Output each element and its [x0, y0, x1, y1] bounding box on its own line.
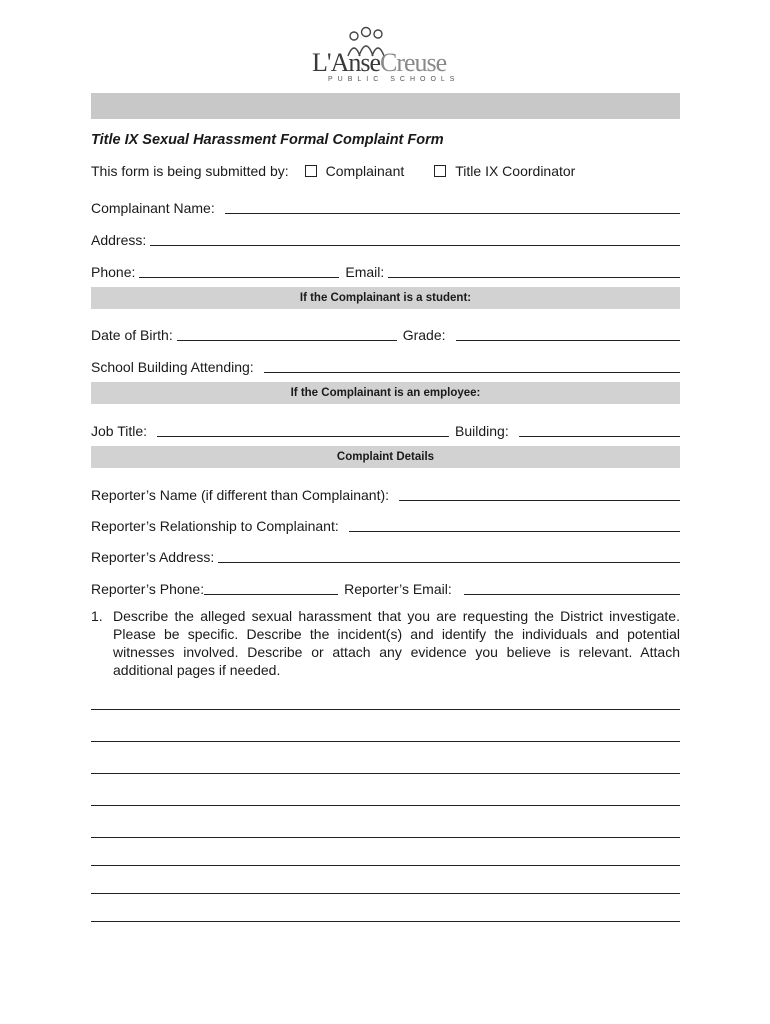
logo-subtitle: PUBLIC SCHOOLS: [328, 76, 460, 83]
answer-line[interactable]: [91, 805, 680, 806]
complainant-option[interactable]: [305, 163, 405, 179]
coordinator-option-label: Title IX Coordinator: [455, 163, 576, 179]
reporter-phone-email-row: [91, 575, 680, 597]
reporter-name-label: Reporter’s Name (if different than Complainant):: [91, 487, 390, 503]
logo-name: L'AnseCreuse: [312, 48, 447, 77]
email-label: Email:: [345, 264, 385, 280]
reporter-address-row: [91, 543, 680, 565]
answer-line[interactable]: [91, 837, 680, 838]
submitted-by-row: [91, 163, 575, 179]
form-title: Title IX Sexual Harassment Formal Complaint Form: [91, 132, 444, 148]
complainant-name-label: Complainant Name:: [91, 200, 215, 216]
address-label: Address:: [91, 232, 147, 248]
school-building-label: School Building Attending:: [91, 359, 254, 375]
address-field[interactable]: [150, 229, 680, 246]
reporter-relationship-row: [91, 512, 680, 534]
reporter-name-field[interactable]: [399, 484, 680, 501]
reporter-relationship-field[interactable]: [349, 515, 680, 532]
answer-line[interactable]: [91, 921, 680, 922]
reporter-name-row: [91, 481, 680, 503]
question-text: Describe the alleged sexual harassment that you are requesting the District investigate. Please be specific. Describe the incident(s) and identify the individuals and potential witnesses involved. Describe or attach any evidence you believe is relevant. Attach additional pages if needed.: [113, 608, 680, 678]
employee-section-header: If the Complainant is an employee:: [91, 382, 680, 404]
phone-email-row: [91, 258, 680, 280]
building-label: Building:: [455, 423, 509, 439]
reporter-address-label: Reporter’s Address:: [91, 549, 215, 565]
student-section-header: If the Complainant is a student:: [91, 287, 680, 309]
answer-line[interactable]: [91, 741, 680, 742]
complainant-checkbox[interactable]: [305, 165, 317, 177]
job-title-label: Job Title:: [91, 423, 148, 439]
job-title-field[interactable]: [157, 420, 449, 437]
dob-label: Date of Birth:: [91, 327, 173, 343]
complainant-name-row: [91, 194, 680, 216]
email-field[interactable]: [388, 261, 680, 278]
question-1: [91, 607, 680, 679]
grade-label: Grade:: [402, 327, 446, 343]
answer-line[interactable]: [91, 865, 680, 866]
reporter-relationship-label: Reporter’s Relationship to Complainant:: [91, 518, 339, 534]
school-logo: [300, 26, 470, 88]
reporter-phone-label: Reporter’s Phone:: [91, 581, 205, 597]
complainant-option-label: Complainant: [325, 163, 405, 179]
building-field[interactable]: [519, 420, 680, 437]
reporter-phone-field[interactable]: [204, 578, 338, 595]
coordinator-checkbox[interactable]: [434, 165, 446, 177]
reporter-email-label: Reporter’s Email:: [344, 581, 452, 597]
phone-field[interactable]: [139, 261, 339, 278]
reporter-email-field[interactable]: [464, 578, 680, 595]
job-building-row: [91, 417, 680, 439]
complaint-details-header: Complaint Details: [91, 446, 680, 468]
grade-field[interactable]: [456, 324, 680, 341]
dob-field[interactable]: [177, 324, 397, 341]
complainant-name-field[interactable]: [225, 197, 680, 214]
submitted-by-label: This form is being submitted by:: [91, 163, 289, 179]
phone-label: Phone:: [91, 264, 136, 280]
answer-line[interactable]: [91, 893, 680, 894]
dob-grade-row: [91, 321, 680, 343]
answer-line[interactable]: [91, 773, 680, 774]
coordinator-option[interactable]: [434, 163, 575, 179]
header-bar: [91, 93, 680, 119]
school-building-field[interactable]: [264, 356, 680, 373]
address-row: [91, 226, 680, 248]
answer-line[interactable]: [91, 709, 680, 710]
school-building-row: [91, 353, 680, 375]
reporter-address-field[interactable]: [218, 546, 680, 563]
question-number: 1.: [91, 608, 103, 624]
